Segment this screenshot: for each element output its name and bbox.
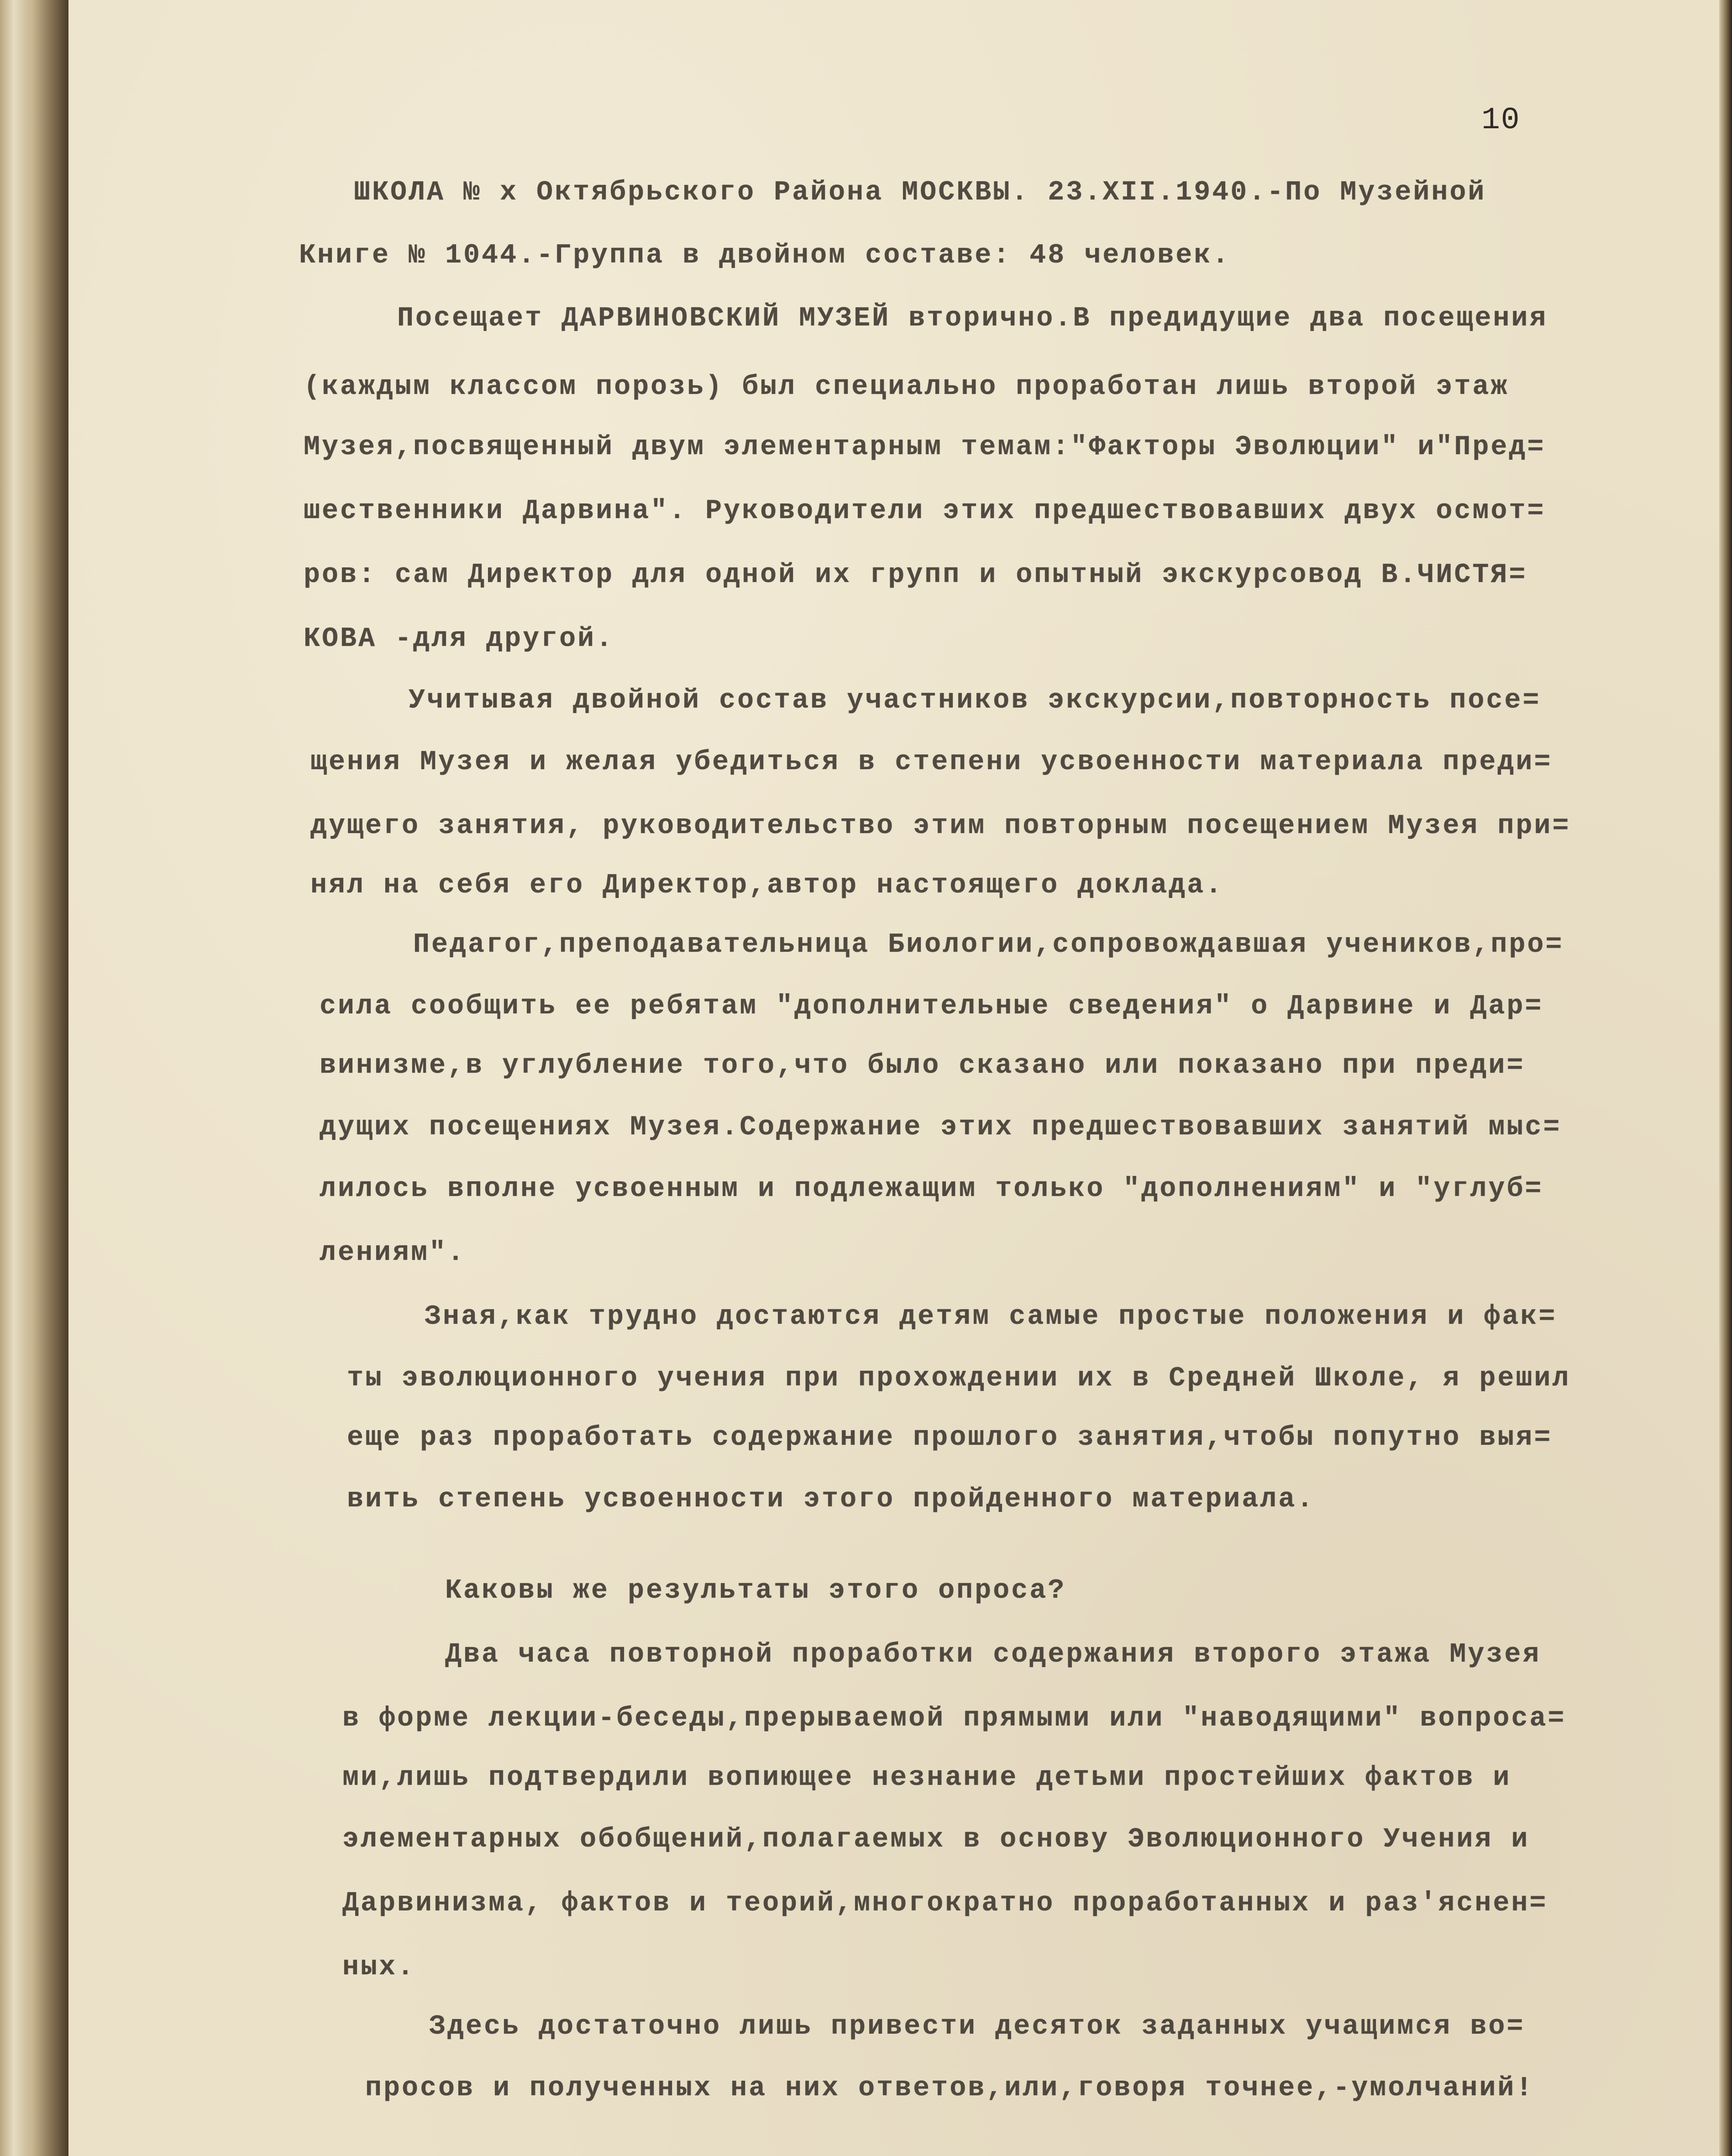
text-line: щения Музея и желая убедиться в степени усвоенности материала преди= [310,747,1553,778]
text-line: ШКОЛА № х Октябрьского Района МОСКВЫ. 23.XII.1940.-По Музейной [354,177,1486,208]
text-line: Посещает ДАРВИНОВСКИЙ МУЗЕЙ вторично.В предидущие два посещения [397,303,1548,334]
text-line: Зная,как трудно достаются детям самые простые положения и фак= [425,1301,1557,1332]
text-line: Дарвинизма, фактов и теорий,многократно проработанных и раз'яснен= [342,1888,1548,1919]
text-line: Два часа повторной проработки содержания второго этажа Музея [445,1639,1541,1670]
text-line: КОВА -для другой. [304,624,614,655]
text-line: дущих посещениях Музея.Содержание этих предшествовавших занятий мыс= [320,1112,1562,1143]
text-line: Музея,посвященный двум элементарным темам:"Факторы Эволюции" и"Пред= [304,432,1546,463]
page-number: 10 [1481,103,1521,138]
text-line: Здесь достаточно лишь привести десяток заданных учащимся во= [429,2011,1525,2042]
text-line: винизме,в углубление того,что было сказано или показано при преди= [320,1050,1525,1081]
text-line: ты эволюционного учения при прохождении их в Средней Школе, я решил [347,1363,1571,1394]
text-line: просов и полученных на них ответов,или,говоря точнее,-умолчаний! [365,2073,1534,2104]
text-line: ных. [342,1952,416,1983]
text-line: вить степень усвоенности этого пройденного материала. [347,1484,1315,1515]
text-line: лениям". [320,1238,466,1269]
text-line: Каковы же результаты этого опроса? [445,1575,1066,1606]
text-line: Учитывая двойной состав участников экскурсии,повторность посе= [409,685,1541,716]
text-line: сила сообщить ее ребятам "дополнительные сведения" о Дарвине и Дар= [320,991,1543,1022]
text-line: в форме лекции-беседы,прерываемой прямыми или "наводящими" вопроса= [342,1703,1566,1734]
text-line: ми,лишь подтвердили вопиющее незнание детьми простейших фактов и [342,1763,1512,1794]
text-line: дущего занятия, руководительство этим повторным посещением Музея при= [310,811,1571,842]
text-line: Педагог,преподавательница Биологии,сопровождавшая учеников,про= [413,929,1564,960]
text-line: (каждым классом порозь) был специально проработан лишь второй этаж [304,372,1509,403]
text-line: элементарных обобщений,полагаемых в основу Эволюционного Учения и [342,1824,1530,1855]
text-line: еще раз проработать содержание прошлого занятия,чтобы попутно выя= [347,1422,1553,1453]
text-line: ров: сам Директор для одной их групп и опытный экскурсовод В.ЧИСТЯ= [304,560,1527,591]
text-line: нял на себя его Директор,автор настоящего доклада. [310,870,1224,901]
text-line: лилось вполне усвоенным и подлежащим только "дополнениям" и "углуб= [320,1174,1543,1205]
text-line: Книге № 1044.-Группа в двойном составе: 48 человек. [299,240,1231,271]
text-line: шественники Дарвина". Руководители этих предшествовавших двух осмот= [304,496,1546,527]
